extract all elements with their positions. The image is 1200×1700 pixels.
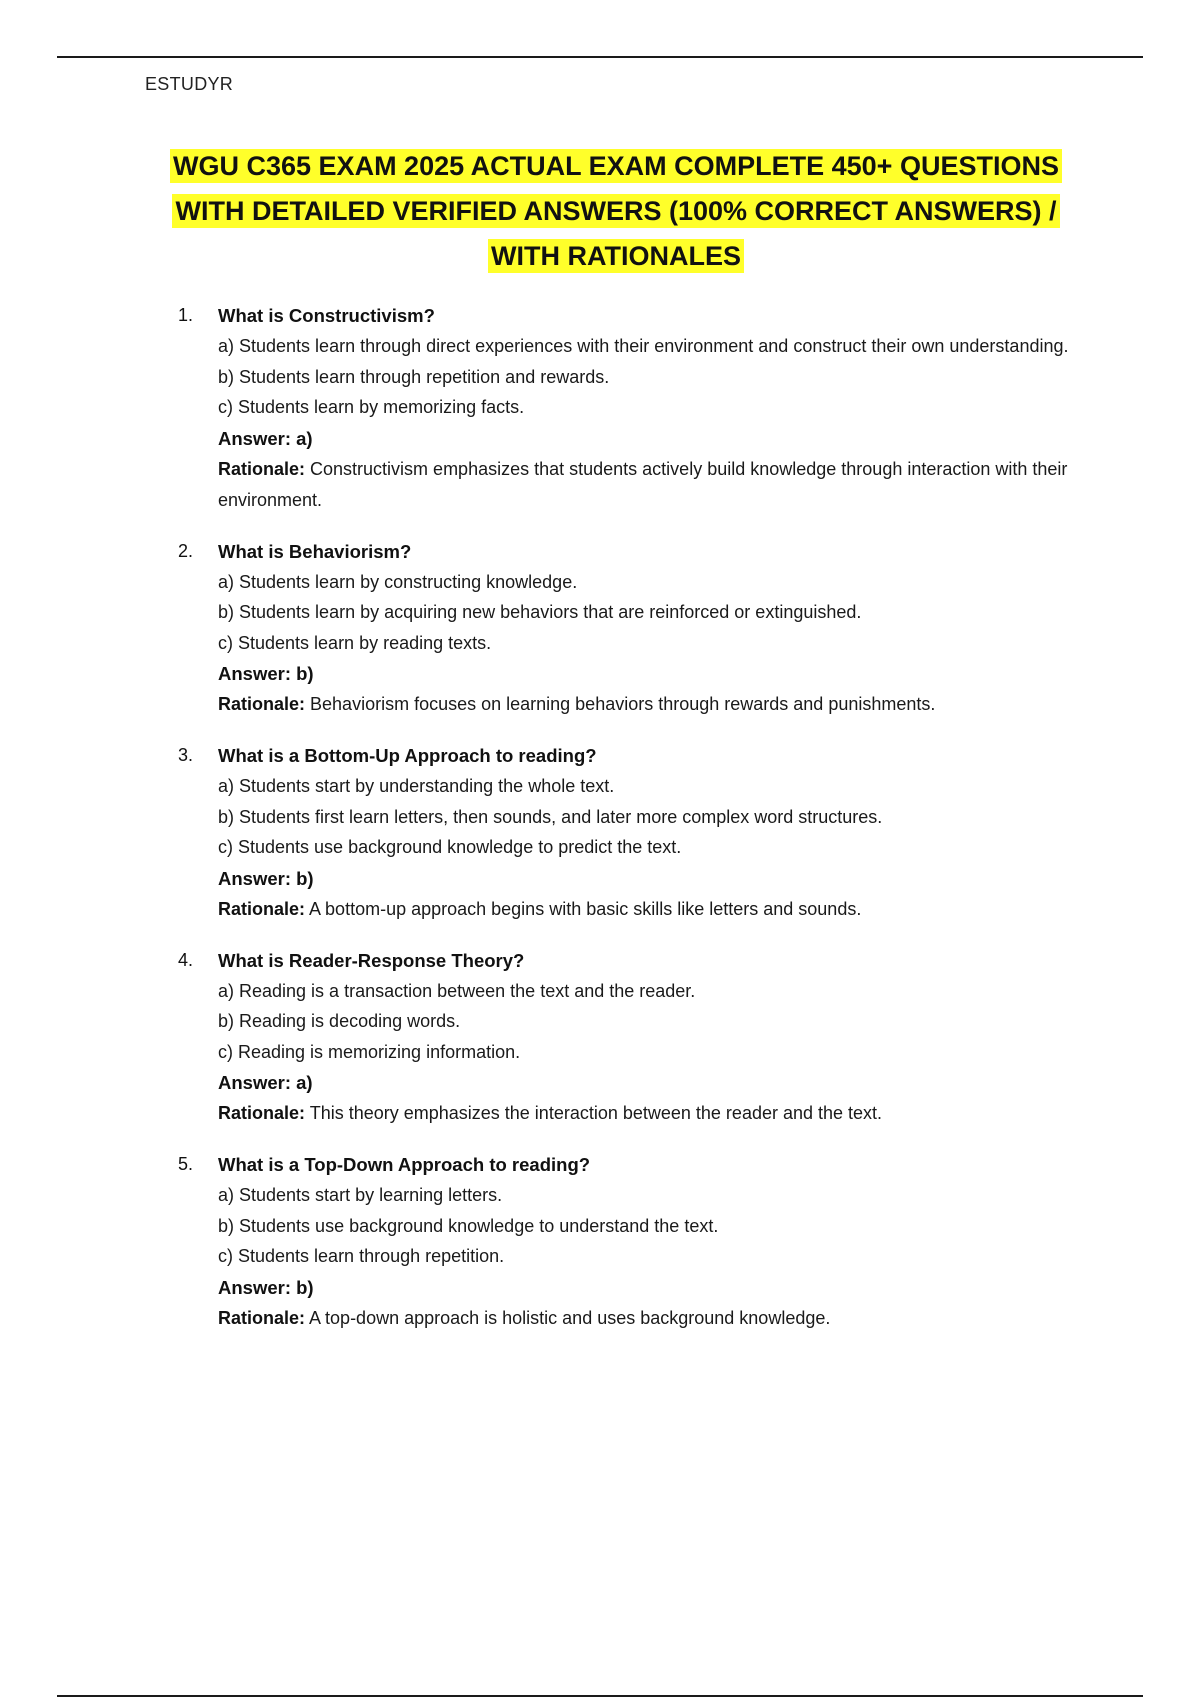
rationale	[218, 894, 1078, 925]
question-text: What is Constructivism?	[218, 305, 435, 326]
title-line-1: WGU C365 EXAM 2025 ACTUAL EXAM COMPLETE 450+ QUESTIONS	[170, 149, 1062, 183]
rationale	[218, 454, 1078, 516]
option-c: c) Students use background knowledge to predict the text.	[218, 837, 682, 857]
title-line-2: WITH DETAILED VERIFIED ANSWERS (100% CORRECT ANSWERS) /	[172, 194, 1059, 228]
answer-text: Answer: b)	[218, 1276, 314, 1298]
rationale-text: A bottom-up approach begins with basic skills like letters and sounds.	[309, 898, 862, 919]
rationale-text: Behaviorism focuses on learning behaviors through rewards and punishments.	[310, 694, 936, 714]
rationale-text: Constructivism emphasizes that students actively build knowledge through interaction with their environment.	[218, 458, 1068, 510]
document-title	[140, 144, 1092, 279]
answer-text: Answer: b)	[218, 663, 314, 684]
question-text: What is a Bottom-Up Approach to reading?	[218, 745, 597, 766]
question-text: What is Reader-Response Theory?	[218, 949, 525, 971]
title-line-3: WITH RATIONALES	[488, 239, 744, 273]
option-c: c) Students learn through repetition.	[218, 1246, 505, 1266]
header-rule	[57, 56, 1143, 58]
rationale	[218, 1303, 1078, 1334]
option-a: a) Reading is a transaction between the text and the reader.	[218, 980, 696, 1001]
question-number: 3.	[178, 745, 194, 765]
answer-text: Answer: a)	[218, 1072, 313, 1093]
rationale	[218, 1098, 1078, 1129]
question-item	[178, 740, 1078, 925]
option-a: a) Students learn by constructing knowledge.	[218, 571, 578, 592]
question-item	[178, 1149, 1078, 1334]
answer-text: Answer: b)	[218, 867, 314, 889]
option-c: c) Students learn by reading texts.	[218, 632, 492, 653]
rationale-label: Rationale:	[218, 458, 306, 479]
rationale	[218, 689, 1078, 720]
option-b: b) Students use background knowledge to understand the text.	[218, 1215, 719, 1236]
option-b: b) Reading is decoding words.	[218, 1011, 461, 1031]
question-item	[178, 945, 1078, 1130]
option-c: c) Students learn by memorizing facts.	[218, 397, 525, 417]
question-number: 5.	[178, 1154, 194, 1174]
question-text: What is Behaviorism?	[218, 540, 412, 562]
footer-rule	[57, 1695, 1143, 1697]
rationale-label: Rationale:	[218, 898, 306, 919]
option-c: c) Reading is memorizing information.	[218, 1041, 521, 1062]
rationale-text: This theory emphasizes the interaction between the reader and the text.	[309, 1103, 883, 1123]
option-b: b) Students first learn letters, then sounds, and later more complex word structures.	[218, 806, 883, 827]
question-item	[178, 536, 1078, 721]
option-b: b) Students learn through repetition and rewards.	[218, 366, 610, 387]
rationale-text: A top-down approach is holistic and uses background knowledge.	[309, 1307, 831, 1328]
rationale-label: Rationale:	[218, 1307, 306, 1328]
question-item	[178, 300, 1078, 516]
header-brand: ESTUDYR	[145, 74, 234, 94]
rationale-label: Rationale:	[218, 1103, 306, 1123]
option-a: a) Students learn through direct experiences with their environment and construct their own understanding.	[218, 336, 1069, 356]
option-a: a) Students start by understanding the whole text.	[218, 776, 615, 796]
question-list	[178, 300, 1078, 1354]
question-number: 2.	[178, 540, 194, 561]
option-b: b) Students learn by acquiring new behaviors that are reinforced or extinguished.	[218, 602, 862, 622]
rationale-label: Rationale:	[218, 694, 306, 714]
question-number: 1.	[178, 305, 194, 325]
answer-text: Answer: a)	[218, 427, 313, 449]
option-a: a) Students start by learning letters.	[218, 1185, 503, 1205]
question-text: What is a Top-Down Approach to reading?	[218, 1154, 591, 1175]
question-number: 4.	[178, 949, 194, 970]
